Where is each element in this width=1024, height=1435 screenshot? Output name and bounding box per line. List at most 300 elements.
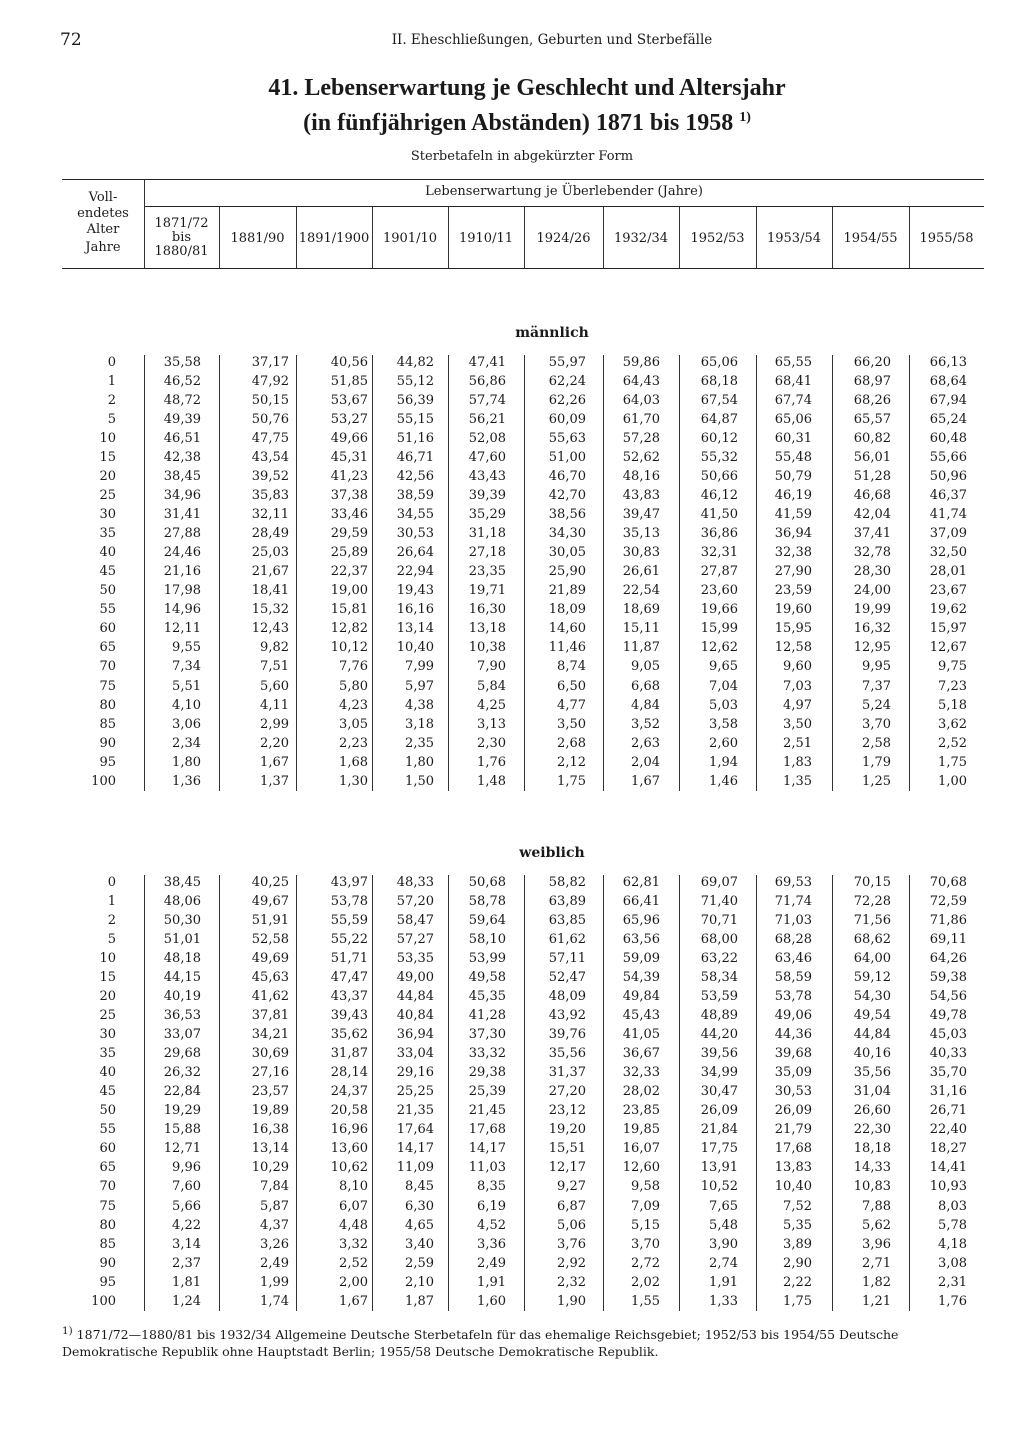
value-cell: 3,05 xyxy=(339,716,368,732)
value-cell: 68,97 xyxy=(853,374,891,390)
value-cell: 37,09 xyxy=(929,526,967,542)
value-cell: 14,60 xyxy=(548,621,586,637)
value-cell: 3,36 xyxy=(477,1236,506,1252)
table-row xyxy=(0,467,1024,486)
period-header: 1924/26 xyxy=(536,231,591,246)
value-cell: 12,82 xyxy=(330,621,368,637)
age-cell: 10 xyxy=(99,951,116,967)
value-cell: 18,41 xyxy=(251,583,289,599)
value-cell: 39,52 xyxy=(251,469,289,485)
value-cell: 68,28 xyxy=(774,932,812,948)
table-row xyxy=(0,1082,1024,1101)
age-cell: 70 xyxy=(99,1179,116,1195)
value-cell: 36,86 xyxy=(700,526,738,542)
value-cell: 66,13 xyxy=(929,355,967,370)
value-cell: 53,67 xyxy=(330,393,368,409)
value-cell: 18,09 xyxy=(548,602,586,618)
value-cell: 2,34 xyxy=(172,735,201,751)
value-cell: 48,06 xyxy=(163,894,201,910)
value-cell: 16,38 xyxy=(251,1122,289,1138)
value-cell: 18,18 xyxy=(853,1141,891,1157)
value-cell: 43,37 xyxy=(330,989,368,1005)
value-cell: 58,78 xyxy=(468,894,506,910)
value-cell: 58,47 xyxy=(396,913,434,929)
value-cell: 57,74 xyxy=(468,393,506,409)
value-cell: 8,74 xyxy=(557,659,586,675)
value-cell: 71,56 xyxy=(853,913,891,929)
value-cell: 1,50 xyxy=(405,773,434,789)
header-column-rule xyxy=(832,207,833,268)
value-cell: 1,80 xyxy=(172,754,201,770)
value-cell: 44,20 xyxy=(700,1027,738,1043)
table-row xyxy=(0,353,1024,372)
value-cell: 60,12 xyxy=(700,431,738,447)
stub-header: Voll- endetes Alter Jahre xyxy=(77,190,129,255)
value-cell: 4,65 xyxy=(405,1217,434,1233)
value-cell: 9,96 xyxy=(172,1160,201,1176)
value-cell: 69,11 xyxy=(929,932,967,948)
value-cell: 6,87 xyxy=(557,1198,586,1214)
table-row xyxy=(0,677,1024,696)
value-cell: 21,45 xyxy=(468,1103,506,1119)
value-cell: 50,96 xyxy=(929,469,967,485)
value-cell: 71,86 xyxy=(929,913,967,929)
value-cell: 68,18 xyxy=(700,374,738,390)
value-cell: 43,43 xyxy=(468,469,506,485)
value-cell: 2,99 xyxy=(260,716,289,732)
value-cell: 13,14 xyxy=(251,1141,289,1157)
value-cell: 64,26 xyxy=(929,951,967,967)
table-row xyxy=(0,505,1024,524)
first-period-header: 1871/72 bis 1880/81 xyxy=(154,216,209,259)
value-cell: 3,96 xyxy=(862,1236,891,1252)
value-cell: 16,16 xyxy=(396,602,434,618)
value-cell: 4,97 xyxy=(783,697,812,713)
value-cell: 9,60 xyxy=(783,659,812,675)
value-cell: 51,00 xyxy=(548,450,586,466)
value-cell: 67,54 xyxy=(700,393,738,409)
table-row xyxy=(0,949,1024,968)
age-cell: 0 xyxy=(107,355,116,370)
value-cell: 19,00 xyxy=(330,583,368,599)
value-cell: 3,62 xyxy=(938,716,967,732)
value-cell: 2,52 xyxy=(339,1255,368,1271)
value-cell: 50,66 xyxy=(700,469,738,485)
value-cell: 65,55 xyxy=(774,355,812,370)
section-label: männlich xyxy=(515,325,589,341)
value-cell: 35,70 xyxy=(929,1065,967,1081)
page-number: 72 xyxy=(60,30,82,50)
value-cell: 3,70 xyxy=(862,716,891,732)
value-cell: 1,24 xyxy=(172,1293,201,1309)
value-cell: 51,01 xyxy=(163,932,201,948)
value-cell: 6,30 xyxy=(405,1198,434,1214)
value-cell: 1,75 xyxy=(938,754,967,770)
value-cell: 55,59 xyxy=(330,913,368,929)
value-cell: 21,16 xyxy=(163,564,201,580)
value-cell: 32,11 xyxy=(251,507,289,523)
value-cell: 1,21 xyxy=(862,1293,891,1309)
value-cell: 25,90 xyxy=(548,564,586,580)
value-cell: 6,07 xyxy=(339,1198,368,1214)
table-row xyxy=(0,892,1024,911)
value-cell: 1,94 xyxy=(709,754,738,770)
value-cell: 19,62 xyxy=(929,602,967,618)
value-cell: 54,39 xyxy=(622,970,660,986)
age-cell: 15 xyxy=(99,450,116,466)
value-cell: 12,43 xyxy=(251,621,289,637)
section-label: weiblich xyxy=(519,845,585,861)
value-cell: 3,18 xyxy=(405,716,434,732)
value-cell: 16,32 xyxy=(853,621,891,637)
value-cell: 41,62 xyxy=(251,989,289,1005)
value-cell: 44,36 xyxy=(774,1027,812,1043)
value-cell: 4,11 xyxy=(260,697,289,713)
value-cell: 49,39 xyxy=(163,412,201,428)
value-cell: 65,96 xyxy=(622,913,660,929)
value-cell: 7,03 xyxy=(783,678,812,694)
value-cell: 67,94 xyxy=(929,393,967,409)
value-cell: 3,08 xyxy=(938,1255,967,1271)
table-row xyxy=(0,562,1024,581)
value-cell: 24,00 xyxy=(853,583,891,599)
value-cell: 23,67 xyxy=(929,583,967,599)
value-cell: 47,41 xyxy=(468,355,506,370)
value-cell: 5,35 xyxy=(783,1217,812,1233)
table-row xyxy=(0,968,1024,987)
value-cell: 47,47 xyxy=(330,970,368,986)
value-cell: 55,22 xyxy=(330,932,368,948)
value-cell: 1,81 xyxy=(172,1274,201,1290)
value-cell: 17,64 xyxy=(396,1122,434,1138)
value-cell: 6,50 xyxy=(557,678,586,694)
value-cell: 31,04 xyxy=(853,1084,891,1100)
value-cell: 9,82 xyxy=(260,640,289,656)
value-cell: 15,32 xyxy=(251,602,289,618)
table-row xyxy=(0,1197,1024,1216)
value-cell: 23,59 xyxy=(774,583,812,599)
value-cell: 55,32 xyxy=(700,450,738,466)
value-cell: 26,64 xyxy=(396,545,434,561)
value-cell: 21,67 xyxy=(251,564,289,580)
age-cell: 35 xyxy=(99,526,116,542)
age-cell: 100 xyxy=(91,773,116,789)
value-cell: 4,77 xyxy=(557,697,586,713)
age-cell: 90 xyxy=(99,1255,116,1271)
value-cell: 9,75 xyxy=(938,659,967,675)
value-cell: 19,71 xyxy=(468,583,506,599)
value-cell: 43,54 xyxy=(251,450,289,466)
value-cell: 34,30 xyxy=(548,526,586,542)
value-cell: 51,71 xyxy=(330,951,368,967)
value-cell: 12,11 xyxy=(163,621,201,637)
table-row xyxy=(0,734,1024,753)
value-cell: 34,21 xyxy=(251,1027,289,1043)
value-cell: 1,33 xyxy=(709,1293,738,1309)
value-cell: 16,96 xyxy=(330,1122,368,1138)
value-cell: 5,97 xyxy=(405,678,434,694)
value-cell: 35,09 xyxy=(774,1065,812,1081)
value-cell: 15,99 xyxy=(700,621,738,637)
value-cell: 21,89 xyxy=(548,583,586,599)
value-cell: 26,60 xyxy=(853,1103,891,1119)
value-cell: 4,25 xyxy=(477,697,506,713)
table-subtitle: Sterbetafeln in abgekürzter Form xyxy=(410,149,634,164)
value-cell: 2,30 xyxy=(477,735,506,751)
age-cell: 20 xyxy=(99,989,116,1005)
value-cell: 55,66 xyxy=(929,450,967,466)
value-cell: 12,58 xyxy=(774,640,812,656)
value-cell: 10,29 xyxy=(251,1160,289,1176)
value-cell: 32,38 xyxy=(774,545,812,561)
value-cell: 49,67 xyxy=(251,894,289,910)
header-column-rule xyxy=(448,207,449,268)
value-cell: 36,94 xyxy=(774,526,812,542)
value-cell: 1,83 xyxy=(783,754,812,770)
value-cell: 2,90 xyxy=(783,1255,812,1271)
value-cell: 26,09 xyxy=(774,1103,812,1119)
table-row xyxy=(0,1235,1024,1254)
value-cell: 26,61 xyxy=(622,564,660,580)
value-cell: 55,15 xyxy=(396,412,434,428)
value-cell: 13,18 xyxy=(468,621,506,637)
age-cell: 2 xyxy=(107,393,116,409)
value-cell: 30,47 xyxy=(700,1084,738,1100)
value-cell: 67,74 xyxy=(774,393,812,409)
value-cell: 60,31 xyxy=(774,431,812,447)
value-cell: 35,83 xyxy=(251,488,289,504)
value-cell: 46,37 xyxy=(929,488,967,504)
value-cell: 2,51 xyxy=(783,735,812,751)
value-cell: 38,45 xyxy=(163,875,201,890)
value-cell: 4,10 xyxy=(172,697,201,713)
value-cell: 33,46 xyxy=(330,507,368,523)
value-cell: 2,32 xyxy=(557,1274,586,1290)
value-cell: 2,49 xyxy=(477,1255,506,1271)
value-cell: 5,24 xyxy=(862,697,891,713)
value-cell: 57,20 xyxy=(396,894,434,910)
value-cell: 23,57 xyxy=(251,1084,289,1100)
value-cell: 32,33 xyxy=(622,1065,660,1081)
value-cell: 13,91 xyxy=(700,1160,738,1176)
value-cell: 7,90 xyxy=(477,659,506,675)
value-cell: 48,16 xyxy=(622,469,660,485)
value-cell: 50,76 xyxy=(251,412,289,428)
value-cell: 31,87 xyxy=(330,1046,368,1062)
value-cell: 30,05 xyxy=(548,545,586,561)
value-cell: 4,18 xyxy=(938,1236,967,1252)
value-cell: 5,60 xyxy=(260,678,289,694)
value-cell: 24,46 xyxy=(163,545,201,561)
value-cell: 5,80 xyxy=(339,678,368,694)
value-cell: 7,23 xyxy=(938,678,967,694)
value-cell: 19,60 xyxy=(774,602,812,618)
value-cell: 7,76 xyxy=(339,659,368,675)
value-cell: 20,58 xyxy=(330,1103,368,1119)
table-row xyxy=(0,619,1024,638)
value-cell: 65,06 xyxy=(774,412,812,428)
age-cell: 75 xyxy=(99,1198,116,1214)
value-cell: 30,69 xyxy=(251,1046,289,1062)
value-cell: 10,40 xyxy=(396,640,434,656)
value-cell: 31,41 xyxy=(163,507,201,523)
value-cell: 37,38 xyxy=(330,488,368,504)
value-cell: 49,00 xyxy=(396,970,434,986)
value-cell: 9,55 xyxy=(172,640,201,656)
value-cell: 56,01 xyxy=(853,450,891,466)
table-top-rule xyxy=(62,179,984,180)
value-cell: 30,53 xyxy=(774,1084,812,1100)
table-row xyxy=(0,524,1024,543)
value-cell: 45,35 xyxy=(468,989,506,1005)
header-column-rule xyxy=(219,207,220,268)
value-cell: 3,32 xyxy=(339,1236,368,1252)
value-cell: 44,15 xyxy=(163,970,201,986)
value-cell: 12,62 xyxy=(700,640,738,656)
value-cell: 35,58 xyxy=(163,355,201,370)
value-cell: 66,41 xyxy=(622,894,660,910)
value-cell: 41,05 xyxy=(622,1027,660,1043)
value-cell: 49,54 xyxy=(853,1008,891,1024)
value-cell: 16,30 xyxy=(468,602,506,618)
value-cell: 44,84 xyxy=(853,1027,891,1043)
value-cell: 1,91 xyxy=(709,1274,738,1290)
value-cell: 37,17 xyxy=(251,355,289,370)
value-cell: 23,85 xyxy=(622,1103,660,1119)
value-cell: 50,30 xyxy=(163,913,201,929)
value-cell: 35,29 xyxy=(468,507,506,523)
value-cell: 2,92 xyxy=(557,1255,586,1271)
value-cell: 2,49 xyxy=(260,1255,289,1271)
value-cell: 13,83 xyxy=(774,1160,812,1176)
value-cell: 5,18 xyxy=(938,697,967,713)
value-cell: 49,84 xyxy=(622,989,660,1005)
value-cell: 39,39 xyxy=(468,488,506,504)
value-cell: 2,59 xyxy=(405,1255,434,1271)
value-cell: 40,19 xyxy=(163,989,201,1005)
period-header: 1881/90 xyxy=(230,231,285,246)
value-cell: 39,56 xyxy=(700,1046,738,1062)
value-cell: 48,09 xyxy=(548,989,586,1005)
value-cell: 10,93 xyxy=(929,1179,967,1195)
value-cell: 33,04 xyxy=(396,1046,434,1062)
age-cell: 40 xyxy=(99,545,116,561)
value-cell: 4,84 xyxy=(631,697,660,713)
table-row xyxy=(0,543,1024,562)
value-cell: 14,17 xyxy=(396,1141,434,1157)
value-cell: 16,07 xyxy=(622,1141,660,1157)
value-cell: 63,89 xyxy=(548,894,586,910)
value-cell: 63,22 xyxy=(700,951,738,967)
table-title-line1: 41. Lebenserwartung je Geschlecht und Altersjahr xyxy=(268,75,786,101)
value-cell: 59,86 xyxy=(622,355,660,370)
value-cell: 26,32 xyxy=(163,1065,201,1081)
value-cell: 1,67 xyxy=(260,754,289,770)
value-cell: 63,85 xyxy=(548,913,586,929)
value-cell: 1,90 xyxy=(557,1293,586,1309)
value-cell: 64,87 xyxy=(700,412,738,428)
value-cell: 5,51 xyxy=(172,678,201,694)
value-cell: 2,04 xyxy=(631,754,660,770)
age-cell: 60 xyxy=(99,1141,116,1157)
table-row xyxy=(0,410,1024,429)
value-cell: 2,68 xyxy=(557,735,586,751)
header-column-rule xyxy=(372,207,373,268)
value-cell: 5,84 xyxy=(477,678,506,694)
header-column-rule xyxy=(909,207,910,268)
value-cell: 17,98 xyxy=(163,583,201,599)
age-cell: 15 xyxy=(99,970,116,986)
table-row xyxy=(0,1273,1024,1292)
value-cell: 19,85 xyxy=(622,1122,660,1138)
value-cell: 7,99 xyxy=(405,659,434,675)
value-cell: 10,40 xyxy=(774,1179,812,1195)
period-header: 1910/11 xyxy=(458,231,513,246)
value-cell: 53,99 xyxy=(468,951,506,967)
value-cell: 35,56 xyxy=(548,1046,586,1062)
header-column-rule xyxy=(524,207,525,268)
value-cell: 47,60 xyxy=(468,450,506,466)
value-cell: 10,12 xyxy=(330,640,368,656)
table-row xyxy=(0,1216,1024,1235)
table-row xyxy=(0,372,1024,391)
value-cell: 19,20 xyxy=(548,1122,586,1138)
value-cell: 15,51 xyxy=(548,1141,586,1157)
table-row xyxy=(0,638,1024,657)
value-cell: 23,35 xyxy=(468,564,506,580)
value-cell: 10,62 xyxy=(330,1160,368,1176)
value-cell: 28,49 xyxy=(251,526,289,542)
age-cell: 80 xyxy=(99,1217,116,1233)
table-row xyxy=(0,657,1024,676)
value-cell: 40,25 xyxy=(251,875,289,890)
value-cell: 2,60 xyxy=(709,735,738,751)
value-cell: 36,53 xyxy=(163,1008,201,1024)
value-cell: 62,81 xyxy=(622,875,660,890)
table-row xyxy=(0,581,1024,600)
value-cell: 53,27 xyxy=(330,412,368,428)
value-cell: 40,56 xyxy=(330,355,368,370)
value-cell: 2,23 xyxy=(339,735,368,751)
value-cell: 7,52 xyxy=(783,1198,812,1214)
value-cell: 70,68 xyxy=(929,875,967,890)
value-cell: 32,50 xyxy=(929,545,967,561)
value-cell: 1,79 xyxy=(862,754,891,770)
value-cell: 7,51 xyxy=(260,659,289,675)
value-cell: 22,84 xyxy=(163,1084,201,1100)
value-cell: 60,48 xyxy=(929,431,967,447)
value-cell: 2,74 xyxy=(709,1255,738,1271)
value-cell: 5,62 xyxy=(862,1217,891,1233)
value-cell: 2,10 xyxy=(405,1274,434,1290)
value-cell: 27,18 xyxy=(468,545,506,561)
period-header: 1952/53 xyxy=(690,231,745,246)
value-cell: 4,48 xyxy=(339,1217,368,1233)
value-cell: 5,06 xyxy=(557,1217,586,1233)
header-column-rule xyxy=(144,180,145,268)
value-cell: 1,55 xyxy=(631,1293,660,1309)
value-cell: 9,58 xyxy=(631,1179,660,1195)
table-row xyxy=(0,1139,1024,1158)
value-cell: 5,03 xyxy=(709,697,738,713)
age-cell: 50 xyxy=(99,1103,116,1119)
value-cell: 1,76 xyxy=(477,754,506,770)
value-cell: 3,06 xyxy=(172,716,201,732)
value-cell: 60,09 xyxy=(548,412,586,428)
value-cell: 25,89 xyxy=(330,545,368,561)
value-cell: 22,30 xyxy=(853,1122,891,1138)
header-bottom-rule xyxy=(62,268,984,269)
